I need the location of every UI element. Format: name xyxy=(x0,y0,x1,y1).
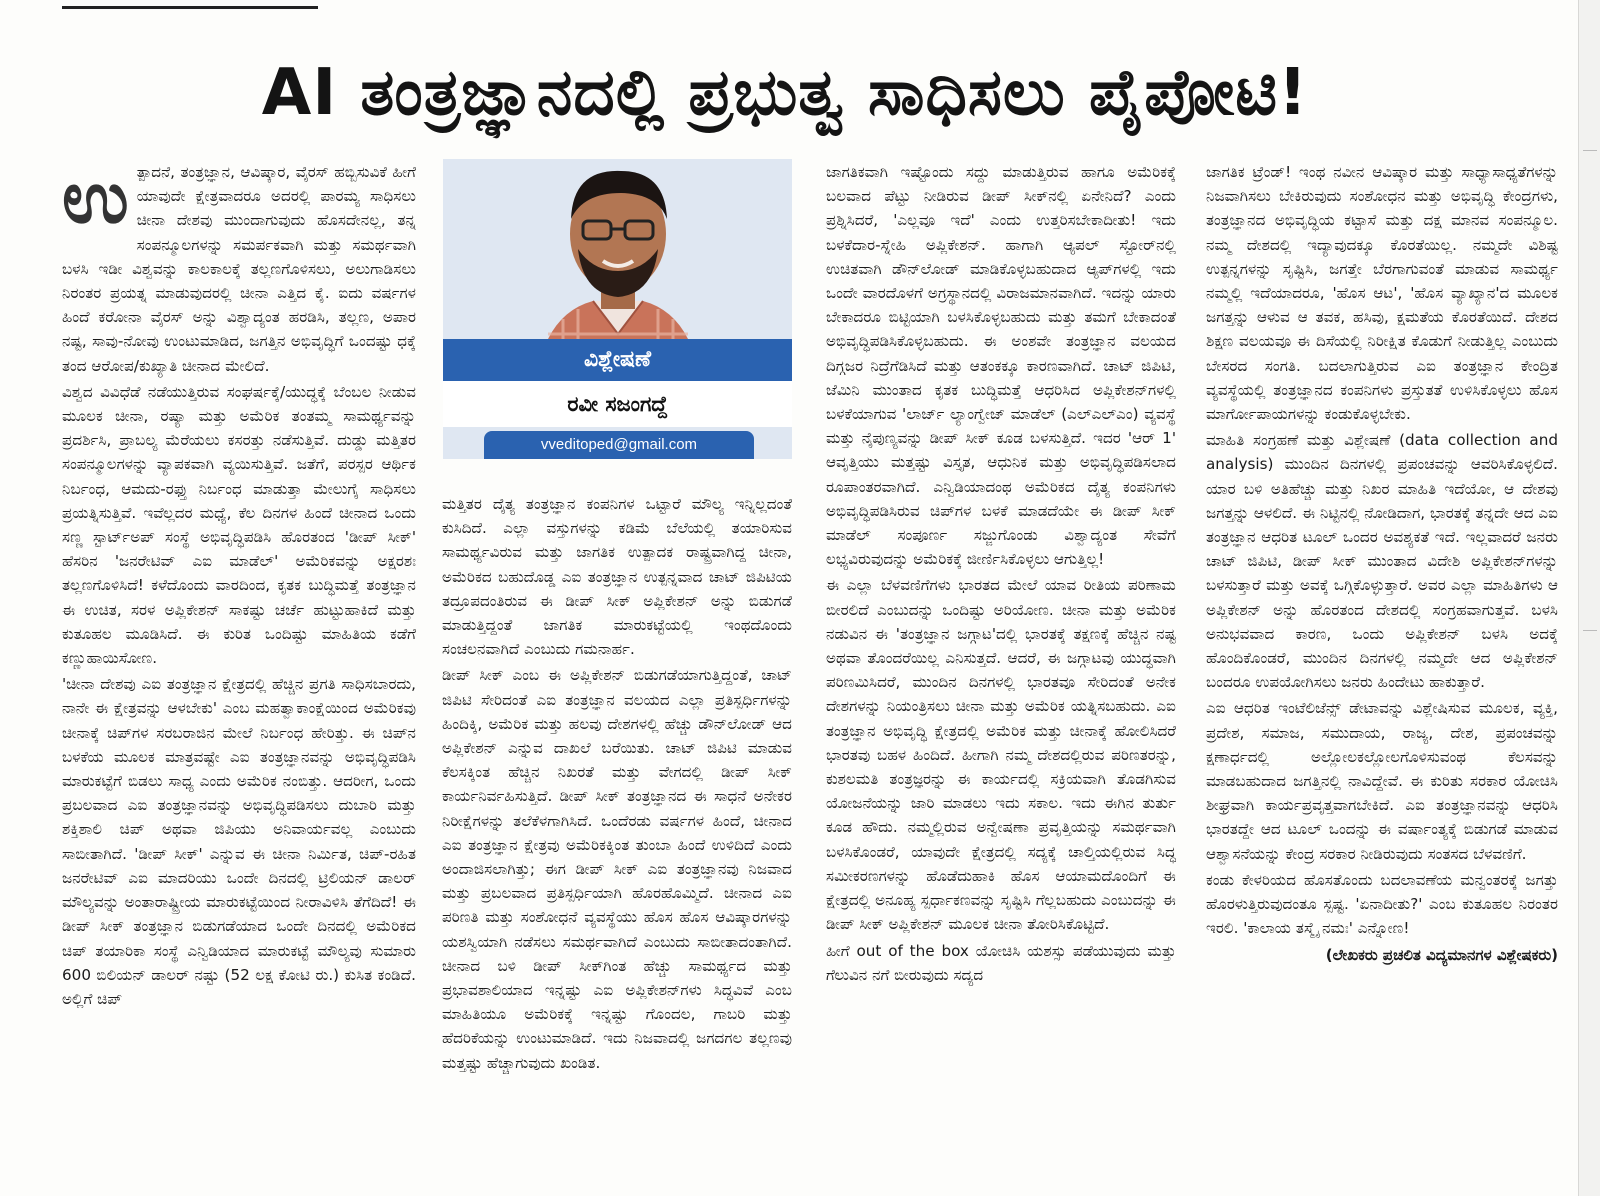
article-column-2 xyxy=(442,492,792,1180)
column-label: ವಿಶ್ಲೇಷಣೆ xyxy=(443,339,792,381)
article-column-1 xyxy=(62,160,416,1180)
headline: AI ತಂತ್ರಜ್ಞಾನದಲ್ಲಿ ಪ್ರಭುತ್ವ ಸಾಧಿಸಲು ಪೈಪೋಟಿ! xyxy=(261,56,1309,130)
paragraph: ಈ ಎಲ್ಲಾ ಬೆಳವಣಿಗೆಗಳು ಭಾರತದ ಮೇಲೆ ಯಾವ ರೀತಿಯ ಪರಿಣಾಮ ಬೀರಲಿದೆ ಎಂಬುದನ್ನು ಒಂದಿಷ್ಟು ಅರಿಯೋಣ. ಚೀನಾ ಮತ್ತು ಅಮೆರಿಕ ನಡುವಿನ ಈ 'ತಂತ್ರಜ್ಞಾನ ಜಗ್ಗಾಟ'ದಲ್ಲಿ ಭಾರತಕ್ಕೆ ತಕ್ಷಣಕ್ಕೆ ಹೆಚ್ಚಿನ ನಷ್ಟ ಅಥವಾ ತೊಂದರೆಯಿಲ್ಲ ಎನಿಸುತ್ತದೆ. ಆದರೆ, ಈ ಜಗ್ಗಾಟವು ಯುದ್ಧವಾಗಿ ಪರಿಣಮಿಸಿದರೆ, ಮುಂದಿನ ದಿನಗಳಲ್ಲಿ ಭಾರತವೂ ಸೇರಿದಂತೆ ಅನೇಕ ದೇಶಗಳನ್ನು ನಿಯಂತ್ರಿಸಲು ಚೀನಾ ಮತ್ತು ಅಮೆರಿಕ ಯತ್ನಿಸಬಹುದು. ಎಐ ತಂತ್ರಜ್ಞಾನ ಅಭಿವೃದ್ಧಿ ಕ್ಷೇತ್ರದಲ್ಲಿ ಅಮೆರಿಕ ಮತ್ತು ಚೀನಾಕ್ಕೆ ಹೋಲಿಸಿದರೆ ಭಾರತವು ಬಹಳ ಹಿಂದಿದೆ. ಹೀಗಾಗಿ ನಮ್ಮ ದೇಶದಲ್ಲಿರುವ ಪರಿಣತರನ್ನು, ಕುಶಲಮತಿ ತಂತ್ರಜ್ಞರನ್ನು ಈ ಕಾರ್ಯದಲ್ಲಿ ಸಕ್ರಿಯವಾಗಿ ತೊಡಗಿಸುವ ಯೋಜನೆಯನ್ನು ಜಾರಿ ಮಾಡಲು ಇದು ಸಕಾಲ. ಇದು ಈಗಿನ ತುರ್ತು ಕೂಡ ಹೌದು. ನಮ್ಮಲ್ಲಿರುವ ಅನ್ವೇಷಣಾ ಪ್ರವೃತ್ತಿಯನ್ನು ಸಮರ್ಥವಾಗಿ ಬಳಸಿಕೊಂಡರೆ, ಯಾವುದೇ ಕ್ಷೇತ್ರದಲ್ಲಿ ಸದ್ಯಕ್ಕೆ ಚಾಲ್ತಿಯಲ್ಲಿರುವ ಸಿದ್ಧ ಸಮೀಕರಣಗಳನ್ನು ಹೊಡೆದುಹಾಕಿ ಹೊಸ ಆಯಾಮದೊಂದಿಗೆ ಈ ಕ್ಷೇತ್ರದಲ್ಲಿ ಅನೂಹ್ಯ ಸ್ಪರ್ಧಾಕಣವನ್ನು ಸೃಷ್ಟಿಸಿ ಗೆಲ್ಲಬಹುದು ಎಂಬುದನ್ನು ಈ ಡೀಪ್ ಸೀಕ್ ಅಪ್ಲಿಕೇಶನ್ ಮೂಲಕ ಚೀನಾ ತೋರಿಸಿಕೊಟ್ಟಿದೆ. xyxy=(826,576,1176,934)
page-edge xyxy=(1578,0,1600,1196)
article-column-3 xyxy=(826,160,1176,1180)
article-column-4 xyxy=(1206,160,1558,1180)
drop-cap: ಉ xyxy=(62,160,129,239)
edge-tick xyxy=(1583,150,1597,151)
author-name: ರವೀ ಸಜಂಗದ್ದೆ xyxy=(443,381,792,427)
edge-tick xyxy=(1583,630,1597,631)
paragraph: ಮತ್ತಿತರ ದೈತ್ಯ ತಂತ್ರಜ್ಞಾನ ಕಂಪನಿಗಳ ಒಟ್ಟಾರೆ ಮೌಲ್ಯ ಇನ್ನಿಲ್ಲದಂತೆ ಕುಸಿದಿದೆ. ಎಲ್ಲಾ ವಸ್ತುಗಳನ್ನು ಕಡಿಮೆ ಬೆಲೆಯಲ್ಲಿ ತಯಾರಿಸುವ ಸಾಮರ್ಥ್ಯವಿರುವ ಮತ್ತು ಜಾಗತಿಕ ಉತ್ಪಾದಕ ರಾಷ್ಟ್ರವಾಗಿದ್ದ ಚೀನಾ, ಅಮೆರಿಕದ ಬಹುದೊಡ್ಡ ಎಐ ತಂತ್ರಜ್ಞಾನ ಉತ್ಪನ್ನವಾದ ಚಾಟ್ ಜಿಪಿಟಿಯ ತದ್ರೂಪದಂತಿರುವ ಈ ಡೀಪ್ ಸೀಕ್ ಅಪ್ಲಿಕೇಶನ್ ಅನ್ನು ಬಿಡುಗಡೆ ಮಾಡುತ್ತಿದ್ದಂತೆ ಜಾಗತಿಕ ಮಾರುಕಟ್ಟೆಯಲ್ಲಿ ಇಂಥದೊಂದು ಸಂಚಲನವಾಗಿದೆ ಎಂಬುದು ಗಮನಾರ್ಹ. xyxy=(442,495,792,659)
paragraph-text: ತ್ಪಾದನೆ, ತಂತ್ರಜ್ಞಾನ, ಆವಿಷ್ಕಾರ, ವೈರಸ್ ಹಬ್ಬಿಸುವಿಕೆ ಹೀಗೆ ಯಾವುದೇ ಕ್ಷೇತ್ರವಾದರೂ ಅದರಲ್ಲಿ ಪಾರಮ್ಯ ಸಾಧಿಸಲು ಚೀನಾ ದೇಶವು ಮುಂದಾಗುವುದು ಹೊಸದೇನಲ್ಲ, ತನ್ನ ಸಂಪನ್ಮೂಲಗಳನ್ನು ಸಮರ್ಪಕವಾಗಿ ಮತ್ತು ಸಮರ್ಥವಾಗಿ ಬಳಸಿ ಇಡೀ ವಿಶ್ವವನ್ನು ಕಾಲಕಾಲಕ್ಕೆ ತಲ್ಲಣಗೊಳಿಸಲು, ಅಲುಗಾಡಿಸಲು ನಿರಂತರ ಪ್ರಯತ್ನ ಮಾಡುವುದರಲ್ಲಿ ಚೀನಾ ಎತ್ತಿದ ಕೈ. ಐದು ವರ್ಷಗಳ ಹಿಂದೆ ಕರೋನಾ ವೈರಸ್ ಅನ್ನು ವಿಶ್ವಾದ್ಯಂತ ಹರಡಿಸಿ, ತಲ್ಲಣ, ಅಪಾರ ನಷ್ಟ, ಸಾವು-ನೋವು ಉಂಟುಮಾಡಿದ, ಜಗತ್ತಿನ ಅಭಿವೃದ್ಧಿಗೆ ಒಂದಷ್ಟು ಧಕ್ಕೆ ತಂದ ಆರೋಪ/ಕುಖ್ಯಾತಿ ಚೀನಾದ ಮೇಲಿದೆ. xyxy=(62,163,416,375)
paragraph xyxy=(62,160,416,378)
paragraph: ಎಐ ಆಧರಿತ ಇಂಟೆಲಿಜೆನ್ಸ್ ಡೇಟಾವನ್ನು ವಿಶ್ಲೇಷಿಸುವ ಮೂಲಕ, ವ್ಯಕ್ತಿ, ಪ್ರದೇಶ, ಸಮಾಜ, ಸಮುದಾಯ, ರಾಜ್ಯ, ದೇಶ, ಪ್ರಪಂಚವನ್ನು ಕ್ಷಣಾರ್ಧದಲ್ಲಿ ಅಲ್ಲೋಲಕಲ್ಲೋಲಗೊಳಿಸುವಂಥ ಕೆಲಸವನ್ನು ಮಾಡಬಹುದಾದ ಜಗತ್ತಿನಲ್ಲಿ ನಾವಿದ್ದೇವೆ. ಈ ಕುರಿತು ಸರಕಾರ ಯೋಚಿಸಿ ಶೀಘ್ರವಾಗಿ ಕಾರ್ಯಪ್ರವೃತ್ತವಾಗಬೇಕಿದೆ. ಎಐ ತಂತ್ರಜ್ಞಾನವನ್ನು ಆಧರಿಸಿ ಭಾರತದ್ದೇ ಆದ ಟೂಲ್ ಒಂದನ್ನು ಈ ವರ್ಷಾಂತ್ಯಕ್ಕೆ ಬಿಡುಗಡೆ ಮಾಡುವ ಆಶ್ವಾಸನೆಯನ್ನು ಕೇಂದ್ರ ಸರಕಾರ ನೀಡಿರುವುದು ಸಂತಸದ ಬೆಳವಣಿಗೆ. xyxy=(1206,699,1558,863)
paragraph: ಮಾಹಿತಿ ಸಂಗ್ರಹಣೆ ಮತ್ತು ವಿಶ್ಲೇಷಣೆ (data collection and analysis) ಮುಂದಿನ ದಿನಗಳಲ್ಲಿ ಪ್ರಪಂಚವನ್ನು ಆವರಿಸಿಕೊಳ್ಳಲಿದೆ. ಯಾರ ಬಳಿ ಅತಿಹೆಚ್ಚು ಮತ್ತು ನಿಖರ ಮಾಹಿತಿ ಇದೆಯೋ, ಆ ದೇಶವು ಜಗತ್ತನ್ನು ಆಳಲಿದೆ. ಈ ನಿಟ್ಟಿನಲ್ಲಿ ನೋಡಿದಾಗ, ಭಾರತಕ್ಕೆ ತನ್ನದೇ ಆದ ಎಐ ತಂತ್ರಜ್ಞಾನ ಆಧರಿತ ಟೂಲ್ ಒಂದರ ಅವಶ್ಯಕತೆ ಇದೆ. ಇಲ್ಲವಾದರೆ ಜನರು ಚಾಟ್ ಜಿಪಿಟಿ, ಡೀಪ್ ಸೀಕ್ ಮುಂತಾದ ವಿದೇಶಿ ಅಪ್ಲಿಕೇಶನ್‌ಗಳನ್ನು ಬಳಸುತ್ತಾರೆ ಮತ್ತು ಅವಕ್ಕೆ ಒಗ್ಗಿಕೊಳ್ಳುತ್ತಾರೆ. ಅವರ ಎಲ್ಲಾ ಮಾಹಿತಿಗಳು ಆ ಅಪ್ಲಿಕೇಶನ್ ಅನ್ನು ಹೊರತಂದ ದೇಶದಲ್ಲಿ ಸಂಗ್ರಹವಾಗುತ್ತವೆ. ಬಳಸಿ ಅನುಭವವಾದ ಕಾರಣ, ಒಂದು ಅಪ್ಲಿಕೇಶನ್ ಬಳಸಿ ಅದಕ್ಕೆ ಹೊಂದಿಕೊಂಡರೆ, ಮುಂದಿನ ದಿನಗಳಲ್ಲಿ ನಮ್ಮದೇ ಆದ ಅಪ್ಲಿಕೇಶನ್ ಬಂದರೂ ಉಪಯೋಗಿಸಲು ಜನರು ಹಿಂದೇಟು ಹಾಕುತ್ತಾರೆ. xyxy=(1206,431,1558,692)
paragraph: ಡೀಪ್ ಸೀಕ್ ಎಂಬ ಈ ಅಪ್ಲಿಕೇಶನ್ ಬಿಡುಗಡೆಯಾಗುತ್ತಿದ್ದಂತೆ, ಚಾಟ್ ಜಿಪಿಟಿ ಸೇರಿದಂತೆ ಎಐ ತಂತ್ರಜ್ಞಾನ ವಲಯದ ಎಲ್ಲಾ ಪ್ರತಿಸ್ಪರ್ಧಿಗಳನ್ನು ಹಿಂದಿಕ್ಕಿ, ಅಮೆರಿಕ ಮತ್ತು ಹಲವು ದೇಶಗಳಲ್ಲಿ ಹೆಚ್ಚು ಡೌನ್‌ಲೋಡ್ ಆದ ಅಪ್ಲಿಕೇಶನ್ ಎನ್ನುವ ದಾಖಲೆ ಬರೆಯಿತು. ಚಾಟ್ ಜಿಪಿಟಿ ಮಾಡುವ ಕೆಲಸಕ್ಕಿಂತ ಹೆಚ್ಚಿನ ನಿಖರತೆ ಮತ್ತು ವೇಗದಲ್ಲಿ ಡೀಪ್ ಸೀಕ್ ಕಾರ್ಯನಿರ್ವಹಿಸುತ್ತಿದೆ. ಡೀಪ್ ಸೀಕ್ ತಂತ್ರಜ್ಞಾನದ ಈ ಸಾಧನೆ ಅನೇಕರ ನಿರೀಕ್ಷೆಗಳನ್ನು ತಲೆಕೆಳಗಾಗಿಸಿದೆ. ಒಂದೆರಡು ವರ್ಷಗಳ ಹಿಂದೆ, ಚೀನಾದ ಎಐ ತಂತ್ರಜ್ಞಾನ ಕ್ಷೇತ್ರವು ಅಮೆರಿಕಕ್ಕಿಂತ ತುಂಬಾ ಹಿಂದೆ ಉಳಿದಿದೆ ಎಂದು ಅಂದಾಜಿಸಲಾಗಿತ್ತು; ಈಗ ಡೀಪ್ ಸೀಕ್ ಎಐ ತಂತ್ರಜ್ಞಾನವು ನಿಜವಾದ ಮತ್ತು ಪ್ರಬಲವಾದ ಪ್ರತಿಸ್ಪರ್ಧಿಯಾಗಿ ಹೊರಹೊಮ್ಮಿದೆ. ಚೀನಾದ ಎಐ ಪರಿಣತಿ ಮತ್ತು ಸಂಶೋಧನೆ ವ್ಯವಸ್ಥೆಯು ಹೊಸ ಹೊಸ ಆವಿಷ್ಕಾರಗಳನ್ನು ಯಶಸ್ವಿಯಾಗಿ ನಡೆಸಲು ಸಮರ್ಥವಾಗಿದೆ ಎಂಬುದು ಸಾಬೀತಾದಂತಾಗಿದೆ. ಚೀನಾದ ಬಳಿ ಡೀಪ್ ಸೀಕ್‌ಗಿಂತ ಹೆಚ್ಚು ಸಾಮರ್ಥ್ಯದ ಮತ್ತು ಪ್ರಭಾವಶಾಲಿಯಾದ ಇನ್ನಷ್ಟು ಎಐ ಅಪ್ಲಿಕೇಶನ್‌ಗಳು ಸಿದ್ಧವಿವೆ ಎಂಬ ಮಾಹಿತಿಯೂ ಅಮೆರಿಕಕ್ಕೆ ಇನ್ನಷ್ಟು ಗೊಂದಲ, ಗಾಬರಿ ಮತ್ತು ಹೆದರಿಕೆಯನ್ನು ಉಂಟುಮಾಡಿದೆ. ಇದು ನಿಜವಾದಲ್ಲಿ ಜಗದಗಲ ತಲ್ಲಣವು ಮತ್ತಷ್ಟು ಹೆಚ್ಚಾಗುವುದು ಖಂಡಿತ. xyxy=(442,666,792,1072)
paragraph: ಜಾಗತಿಕ ಟ್ರೆಂಡ್! ಇಂಥ ನವೀನ ಆವಿಷ್ಕಾರ ಮತ್ತು ಸಾಧ್ಯಾಸಾಧ್ಯತೆಗಳನ್ನು ನಿಜವಾಗಿಸಲು ಬೇಕಿರುವುದು ಸಂಶೋಧನ ಮತ್ತು ಅಭಿವೃದ್ಧಿ ಕೇಂದ್ರಗಳು, ತಂತ್ರಜ್ಞಾನದ ಅಭಿವೃದ್ಧಿಯ ಕಟ್ಟಾಸೆ ಮತ್ತು ದಕ್ಷ ಮಾನವ ಸಂಪನ್ಮೂಲ. ನಮ್ಮ ದೇಶದಲ್ಲಿ ಇದ್ಯಾವುದಕ್ಕೂ ಕೊರತೆಯಿಲ್ಲ. ನಮ್ಮದೇ ವಿಶಿಷ್ಟ ಉತ್ಪನ್ನಗಳನ್ನು ಸೃಷ್ಟಿಸಿ, ಜಗತ್ತೇ ಬೆರಗಾಗುವಂತೆ ಮಾಡುವ ಸಾಮರ್ಥ್ಯ ನಮ್ಮಲ್ಲಿ ಇದೆಯಾದರೂ, 'ಹೊಸ ಆಟ', 'ಹೊಸ ವ್ಯಾಖ್ಯಾನ'ದ ಮೂಲಕ ಜಗತ್ತನ್ನು ಆಳುವ ಆ ತವಕ, ಹಸಿವು, ಕ್ಷಮತೆಯ ಕೊರತೆಯಿದೆ. ದೇಶದ ಶಿಕ್ಷಣ ವಲಯವೂ ಈ ದಿಸೆಯಲ್ಲಿ ನಿರೀಕ್ಷಿತ ಕೊಡುಗೆ ನೀಡುತ್ತಿಲ್ಲ ಎಂಬುದು ಬೇಸರದ ಸಂಗತಿ. ಬದಲಾಗುತ್ತಿರುವ ಎಐ ತಂತ್ರಜ್ಞಾನ ಕೇಂದ್ರಿತ ವ್ಯವಸ್ಥೆಯಲ್ಲಿ ತಂತ್ರಜ್ಞಾನದ ಕಂಪನಿಗಳು ಪ್ರಸ್ತುತತೆ ಉಳಿಸಿಕೊಳ್ಳಲು ಹೊಸ ಮಾರ್ಗೋಪಾಯಗಳನ್ನು ಕಂಡುಕೊಳ್ಳಬೇಕು. xyxy=(1206,163,1558,424)
paragraph: ಹೀಗೆ out of the box ಯೋಚಿಸಿ ಯಶಸ್ಸು ಪಡೆಯುವುದು ಮತ್ತು ಗೆಲುವಿನ ನಗೆ ಬೀರುವುದು ಸದ್ಯದ xyxy=(826,941,1176,984)
paragraph: ವಿಶ್ವದ ವಿವಿಧೆಡೆ ನಡೆಯುತ್ತಿರುವ ಸಂಘರ್ಷಕ್ಕೆ/ಯುದ್ಧಕ್ಕೆ ಬೆಂಬಲ ನೀಡುವ ಮೂಲಕ ಚೀನಾ, ರಷ್ಯಾ ಮತ್ತು ಅಮೆರಿಕ ತಂತಮ್ಮ ಸಾಮರ್ಥ್ಯವನ್ನು ಪ್ರದರ್ಶಿಸಿ, ಪ್ರಾಬಲ್ಯ ಮೆರೆಯಲು ಕಸರತ್ತು ನಡೆಸುತ್ತಿವೆ. ದುಡ್ಡು ಮತ್ತಿತರ ಸಂಪನ್ಮೂಲಗಳನ್ನು ವ್ಯಾಪಕವಾಗಿ ವ್ಯಯಿಸುತ್ತಿವೆ. ಜತೆಗೆ, ಪರಸ್ಪರ ಆರ್ಥಿಕ ನಿರ್ಬಂಧ, ಆಮದು-ರಫ್ತು ನಿರ್ಬಂಧ ಮಾಡುತ್ತಾ ಮೇಲುಗೈ ಸಾಧಿಸಲು ಪ್ರಯತ್ನಿಸುತ್ತಿವೆ. ಇವೆಲ್ಲದರ ಮಧ್ಯೆ, ಕೆಲ ದಿನಗಳ ಹಿಂದೆ ಚೀನಾದ ಒಂದು ಸಣ್ಣ ಸ್ಟಾರ್ಟ್‌ಅಪ್ ಸಂಸ್ಥೆ ಅಭಿವೃದ್ಧಿಪಡಿಸಿ ಹೊರತಂದ 'ಡೀಪ್ ಸೀಕ್' ಹೆಸರಿನ 'ಜನರೇಟಿವ್ ಎಐ ಮಾಡೆಲ್' ಅಮೆರಿಕವನ್ನು ಅಕ್ಷರಶಃ ತಲ್ಲಣಗೊಳಿಸಿದೆ! ಕಳೆದೊಂದು ವಾರದಿಂದ, ಕೃತಕ ಬುದ್ಧಿಮತ್ತೆ ತಂತ್ರಜ್ಞಾನ ಈ ಉಚಿತ, ಸರಳ ಅಪ್ಲಿಕೇಶನ್ ಸಾಕಷ್ಟು ಚರ್ಚೆ ಹುಟ್ಟುಹಾಕಿದೆ ಮತ್ತು ಕುತೂಹಲ ಮೂಡಿಸಿದೆ. ಈ ಕುರಿತ ಒಂದಿಷ್ಟು ಮಾಹಿತಿಯ ಕಡೆಗೆ ಕಣ್ಣುಹಾಯಿಸೋಣ. xyxy=(62,382,416,668)
author-email[interactable]: vveditoped@gmail.com xyxy=(484,431,754,459)
paragraph: ಕಂಡು ಕೇಳರಿಯದ ಹೊಸತೊಂದು ಬದಲಾವಣೆಯ ಮನ್ವಂತರಕ್ಕೆ ಜಗತ್ತು ಹೊರಳುತ್ತಿರುವುದಂತೂ ಸ್ಪಷ್ಟ. 'ಏನಾದೀತು?' ಎಂಬ ಕುತೂಹಲ ನಿರಂತರ ಇರಲಿ. 'ಕಾಲಾಯ ತಸ್ಮೈ ನಮಃ' ಎನ್ನೋಣ! xyxy=(1206,870,1558,938)
top-rule xyxy=(62,6,318,9)
paragraph: ಜಾಗತಿಕವಾಗಿ ಇಷ್ಟೊಂದು ಸದ್ದು ಮಾಡುತ್ತಿರುವ ಹಾಗೂ ಅಮೆರಿಕಕ್ಕೆ ಬಲವಾದ ಪೆಟ್ಟು ನೀಡಿರುವ ಡೀಪ್ ಸೀಕ್‌ನಲ್ಲಿ ಏನೇನಿದೆ? ಎಂದು ಪ್ರಶ್ನಿಸಿದರೆ, 'ಎಲ್ಲವೂ ಇದೆ' ಎಂದು ಉತ್ತರಿಸಬೇಕಾದೀತು! ಇದು ಬಳಕೆದಾರ-ಸ್ನೇಹಿ ಅಪ್ಲಿಕೇಶನ್. ಹಾಗಾಗಿ ಆ್ಯಪಲ್ ಸ್ಟೋರ್‌ನಲ್ಲಿ ಉಚಿತವಾಗಿ ಡೌನ್‌ಲೋಡ್ ಮಾಡಿಕೊಳ್ಳಬಹುದಾದ ಆ್ಯಪ್‌ಗಳಲ್ಲಿ ಇದು ಒಂದೇ ವಾರದೊಳಗೆ ಅಗ್ರಸ್ಥಾನದಲ್ಲಿ ವಿರಾಜಮಾನವಾಗಿದೆ. ಇದನ್ನು ಯಾರು ಬೇಕಾದರೂ ಬಿಟ್ಟಿಯಾಗಿ ಬಳಸಿಕೊಳ್ಳಬಹುದು ಮತ್ತು ತಮಗೆ ಬೇಕಾದಂತೆ ಅಭಿವೃದ್ಧಿಪಡಿಸಿಕೊಳ್ಳಬಹುದು. ಈ ಅಂಶವೇ ತಂತ್ರಜ್ಞಾನ ವಲಯದ ದಿಗ್ಗಜರ ನಿದ್ರೆಗೆಡಿಸಿದೆ ಮತ್ತು ಆತಂಕಕ್ಕೂ ಕಾರಣವಾಗಿದೆ. ಚಾಟ್ ಜಿಪಿಟಿ, ಜೆಮಿನಿ ಮುಂತಾದ ಕೃತಕ ಬುದ್ಧಿಮತ್ತೆ ಆಧರಿಸಿದ ಅಪ್ಲಿಕೇಶನ್‌ಗಳಲ್ಲಿ ಬಳಕೆಯಾಗುವ 'ಲಾರ್ಜ್ ಲ್ಯಾಂಗ್ವೇಜ್ ಮಾಡೆಲ್ (ಎಲ್‌ಎಲ್‌ಎಂ) ವ್ಯವಸ್ಥೆ ಮತ್ತು ನೈಪುಣ್ಯವನ್ನು ಡೀಪ್ ಸೀಕ್ ಕೂಡ ಬಳಸುತ್ತಿದೆ. ಇದರ 'ಆರ್ 1' ಆವೃತ್ತಿಯು ಮತ್ತಷ್ಟು ವಿಸ್ತೃತ, ಆಧುನಿಕ ಮತ್ತು ಅಭಿವೃದ್ಧಿಪಡಿಸಲಾದ ರೂಪಾಂತರವಾಗಿದೆ. ಎನ್ವಿಡಿಯಾದಂಥ ಅಮೆರಿಕದ ದೈತ್ಯ ಕಂಪನಿಗಳು ಅಭಿವೃದ್ಧಿಪಡಿಸಿರುವ ಚಿಪ್‌ಗಳ ಬಳಕೆ ಮಾಡದೆಯೇ ಈ ಡೀಪ್ ಸೀಕ್ ಮಾಡೆಲ್ ಸಂಪೂರ್ಣ ಸಜ್ಜುಗೊಂಡು ವಿಶ್ವಾದ್ಯಂತ ಸೇವೆಗೆ ಲಭ್ಯವಿರುವುದನ್ನು ಅಮೆರಿಕಕ್ಕೆ ಜೀರ್ಣಿಸಿಕೊಳ್ಳಲು ಆಗುತ್ತಿಲ್ಲ! xyxy=(826,163,1176,569)
paragraph: 'ಚೀನಾ ದೇಶವು ಎಐ ತಂತ್ರಜ್ಞಾನ ಕ್ಷೇತ್ರದಲ್ಲಿ ಹೆಚ್ಚಿನ ಪ್ರಗತಿ ಸಾಧಿಸಬಾರದು, ನಾನೇ ಈ ಕ್ಷೇತ್ರವನ್ನು ಆಳಬೇಕು' ಎಂಬ ಮಹತ್ವಾಕಾಂಕ್ಷೆಯಿಂದ ಅಮೆರಿಕವು ಚೀನಾಕ್ಕೆ ಚಿಪ್‌ಗಳ ಸರಬರಾಜಿನ ಮೇಲೆ ನಿರ್ಬಂಧ ಹೇರಿತ್ತು. ಈ ಚಿಪ್‌ನ ಬಳಕೆಯ ಮೂಲಕ ಮಾತ್ರವಷ್ಟೇ ಎಐ ತಂತ್ರಜ್ಞಾನವನ್ನು ಅಭಿವೃದ್ಧಿಪಡಿಸಿ ಮಾರುಕಟ್ಟೆಗೆ ಬಿಡಲು ಸಾಧ್ಯ ಎಂದು ಅಮೆರಿಕ ನಂಬಿತ್ತು. ಆದರೀಗ, ಒಂದು ಪ್ರಬಲವಾದ ಎಐ ತಂತ್ರಜ್ಞಾನವನ್ನು ಅಭಿವೃದ್ಧಿಪಡಿಸಲು ದುಬಾರಿ ಮತ್ತು ಶಕ್ತಿಶಾಲಿ ಚಿಪ್ ಅಥವಾ ಜಿಪಿಯು ಅನಿವಾರ್ಯವಲ್ಲ ಎಂಬುದು ಸಾಬೀತಾಗಿದೆ. 'ಡೀಪ್ ಸೀಕ್' ಎನ್ನುವ ಈ ಚೀನಾ ನಿರ್ಮಿತ, ಚಿಪ್-ರಹಿತ ಜನರೇಟಿವ್ ಎಐ ಮಾದರಿಯು ಒಂದೇ ದಿನದಲ್ಲಿ ಟ್ರಿಲಿಯನ್ ಡಾಲರ್ ಮೌಲ್ಯವನ್ನು ಅಂತಾರಾಷ್ಟ್ರೀಯ ಮಾರುಕಟ್ಟೆಯಿಂದ ನೀರಾವಿಳಿಸಿ ತೆಗೆದಿದೆ! ಈ ಡೀಪ್ ಸೀಕ್ ತಂತ್ರಜ್ಞಾನ ಬಿಡುಗಡೆಯಾದ ಒಂದೇ ದಿನದಲ್ಲಿ ಅಮೆರಿಕದ ಚಿಪ್ ತಯಾರಿಕಾ ಸಂಸ್ಥೆ ಎನ್ವಿಡಿಯಾದ ಮಾರುಕಟ್ಟೆ ಮೌಲ್ಯವು ಸುಮಾರು 600 ಬಿಲಿಯನ್ ಡಾಲರ್ ನಷ್ಟು (52 ಲಕ್ಷ ಕೋಟಿ ರು.) ಕುಸಿತ ಕಂಡಿದೆ. ಅಲ್ಲಿಗೆ ಚಿಪ್ xyxy=(62,675,416,1008)
author-signoff: (ಲೇಖಕರು ಪ್ರಚಲಿತ ವಿದ್ಯಮಾನಗಳ ವಿಶ್ಲೇಷಕರು) xyxy=(1325,945,1558,964)
